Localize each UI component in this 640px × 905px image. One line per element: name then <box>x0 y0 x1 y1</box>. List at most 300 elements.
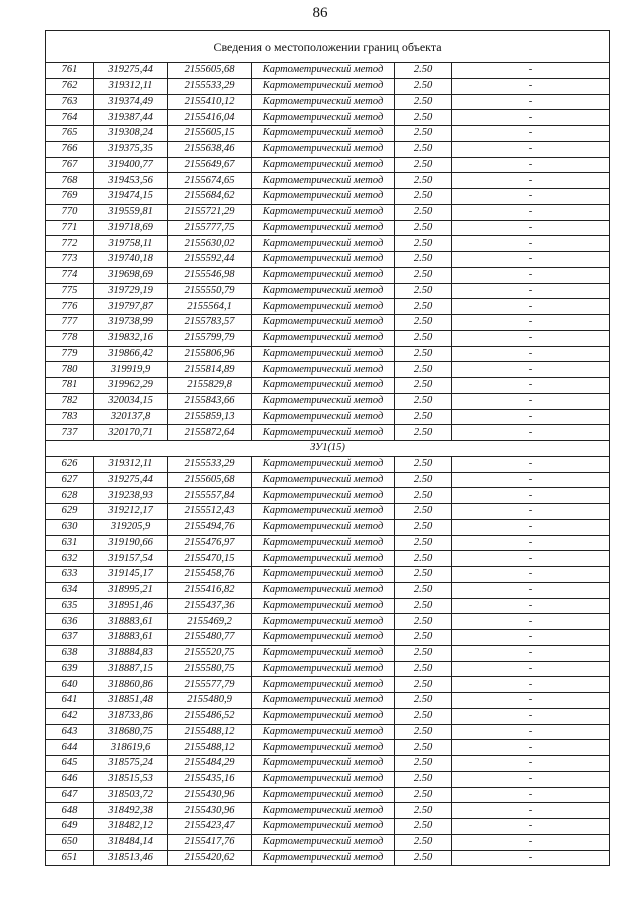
x-coordinate-cell: 319312,11 <box>94 456 168 472</box>
y-coordinate-cell: 2155806,96 <box>168 346 252 362</box>
y-coordinate-cell: 2155458,76 <box>168 567 252 583</box>
method-cell: Картометрический метод <box>252 598 395 614</box>
method-cell: Картометрический метод <box>252 409 395 425</box>
x-coordinate-cell: 319157,54 <box>94 551 168 567</box>
x-coordinate-cell: 318851,48 <box>94 693 168 709</box>
method-cell: Картометрический метод <box>252 472 395 488</box>
description-cell: - <box>452 582 610 598</box>
table-row <box>46 598 610 614</box>
accuracy-cell: 2.50 <box>395 393 452 409</box>
method-cell: Картометрический метод <box>252 189 395 205</box>
y-coordinate-cell: 2155480,77 <box>168 630 252 646</box>
y-coordinate-cell: 2155814,89 <box>168 362 252 378</box>
x-coordinate-cell: 319738,99 <box>94 315 168 331</box>
y-coordinate-cell: 2155605,68 <box>168 63 252 79</box>
point-number-cell: 783 <box>46 409 94 425</box>
accuracy-cell: 2.50 <box>395 614 452 630</box>
x-coordinate-cell: 319190,66 <box>94 535 168 551</box>
boundary-table <box>45 30 610 866</box>
table-row <box>46 126 610 142</box>
point-number-cell: 637 <box>46 630 94 646</box>
point-number-cell: 770 <box>46 204 94 220</box>
description-cell: - <box>452 78 610 94</box>
x-coordinate-cell: 318492,38 <box>94 803 168 819</box>
point-number-cell: 779 <box>46 346 94 362</box>
y-coordinate-cell: 2155630,02 <box>168 236 252 252</box>
method-cell: Картометрический метод <box>252 283 395 299</box>
method-cell: Картометрический метод <box>252 756 395 772</box>
accuracy-cell: 2.50 <box>395 535 452 551</box>
method-cell: Картометрический метод <box>252 803 395 819</box>
method-cell: Картометрический метод <box>252 819 395 835</box>
point-number-cell: 643 <box>46 724 94 740</box>
x-coordinate-cell: 318860,86 <box>94 677 168 693</box>
accuracy-cell: 2.50 <box>395 850 452 866</box>
description-cell: - <box>452 472 610 488</box>
accuracy-cell: 2.50 <box>395 803 452 819</box>
description-cell: - <box>452 346 610 362</box>
point-number-cell: 634 <box>46 582 94 598</box>
accuracy-cell: 2.50 <box>395 267 452 283</box>
method-cell: Картометрический метод <box>252 645 395 661</box>
x-coordinate-cell: 319238,93 <box>94 488 168 504</box>
description-cell: - <box>452 267 610 283</box>
description-cell: - <box>452 504 610 520</box>
description-cell: - <box>452 362 610 378</box>
method-cell: Картометрический метод <box>252 708 395 724</box>
x-coordinate-cell: 318883,61 <box>94 614 168 630</box>
method-cell: Картометрический метод <box>252 299 395 315</box>
x-coordinate-cell: 319145,17 <box>94 567 168 583</box>
accuracy-cell: 2.50 <box>395 488 452 504</box>
x-coordinate-cell: 319453,56 <box>94 173 168 189</box>
table-row <box>46 141 610 157</box>
y-coordinate-cell: 2155470,15 <box>168 551 252 567</box>
table-row <box>46 393 610 409</box>
point-number-cell: 768 <box>46 173 94 189</box>
y-coordinate-cell: 2155872,64 <box>168 425 252 441</box>
y-coordinate-cell: 2155417,76 <box>168 834 252 850</box>
point-number-cell: 640 <box>46 677 94 693</box>
description-cell: - <box>452 189 610 205</box>
description-cell: - <box>452 771 610 787</box>
description-cell: - <box>452 425 610 441</box>
accuracy-cell: 2.50 <box>395 630 452 646</box>
point-number-cell: 628 <box>46 488 94 504</box>
accuracy-cell: 2.50 <box>395 677 452 693</box>
table-row <box>46 220 610 236</box>
point-number-cell: 774 <box>46 267 94 283</box>
point-number-cell: 778 <box>46 330 94 346</box>
method-cell: Картометрический метод <box>252 614 395 630</box>
description-cell: - <box>452 63 610 79</box>
accuracy-cell: 2.50 <box>395 283 452 299</box>
table-row <box>46 78 610 94</box>
accuracy-cell: 2.50 <box>395 204 452 220</box>
accuracy-cell: 2.50 <box>395 173 452 189</box>
point-number-cell: 772 <box>46 236 94 252</box>
method-cell: Картометрический метод <box>252 535 395 551</box>
method-cell: Картометрический метод <box>252 693 395 709</box>
accuracy-cell: 2.50 <box>395 567 452 583</box>
x-coordinate-cell: 319866,42 <box>94 346 168 362</box>
y-coordinate-cell: 2155638,46 <box>168 141 252 157</box>
description-cell: - <box>452 677 610 693</box>
x-coordinate-cell: 319312,11 <box>94 78 168 94</box>
y-coordinate-cell: 2155859,13 <box>168 409 252 425</box>
description-cell: - <box>452 110 610 126</box>
point-number-cell: 635 <box>46 598 94 614</box>
y-coordinate-cell: 2155484,29 <box>168 756 252 772</box>
x-coordinate-cell: 318995,21 <box>94 582 168 598</box>
table-row <box>46 677 610 693</box>
y-coordinate-cell: 2155488,12 <box>168 740 252 756</box>
table-row <box>46 204 610 220</box>
accuracy-cell: 2.50 <box>395 94 452 110</box>
description-cell: - <box>452 315 610 331</box>
table-row <box>46 834 610 850</box>
table-row <box>46 819 610 835</box>
y-coordinate-cell: 2155829,8 <box>168 378 252 394</box>
point-number-cell: 636 <box>46 614 94 630</box>
x-coordinate-cell: 319205,9 <box>94 519 168 535</box>
x-coordinate-cell: 318733,86 <box>94 708 168 724</box>
method-cell: Картометрический метод <box>252 567 395 583</box>
y-coordinate-cell: 2155592,44 <box>168 252 252 268</box>
x-coordinate-cell: 318887,15 <box>94 661 168 677</box>
accuracy-cell: 2.50 <box>395 78 452 94</box>
point-number-cell: 648 <box>46 803 94 819</box>
table-row <box>46 708 610 724</box>
accuracy-cell: 2.50 <box>395 236 452 252</box>
method-cell: Картометрический метод <box>252 346 395 362</box>
accuracy-cell: 2.50 <box>395 425 452 441</box>
point-number-cell: 776 <box>46 299 94 315</box>
description-cell: - <box>452 661 610 677</box>
description-cell: - <box>452 252 610 268</box>
accuracy-cell: 2.50 <box>395 787 452 803</box>
method-cell: Картометрический метод <box>252 551 395 567</box>
table-row <box>46 661 610 677</box>
method-cell: Картометрический метод <box>252 740 395 756</box>
point-number-cell: 769 <box>46 189 94 205</box>
x-coordinate-cell: 319698,69 <box>94 267 168 283</box>
method-cell: Картометрический метод <box>252 519 395 535</box>
accuracy-cell: 2.50 <box>395 472 452 488</box>
accuracy-cell: 2.50 <box>395 315 452 331</box>
x-coordinate-cell: 319729,19 <box>94 283 168 299</box>
point-number-cell: 765 <box>46 126 94 142</box>
y-coordinate-cell: 2155533,29 <box>168 78 252 94</box>
accuracy-cell: 2.50 <box>395 645 452 661</box>
table-row <box>46 535 610 551</box>
point-number-cell: 627 <box>46 472 94 488</box>
x-coordinate-cell: 319375,35 <box>94 141 168 157</box>
table-row <box>46 724 610 740</box>
table-row <box>46 425 610 441</box>
table-row <box>46 456 610 472</box>
point-number-cell: 630 <box>46 519 94 535</box>
y-coordinate-cell: 2155580,75 <box>168 661 252 677</box>
x-coordinate-cell: 319275,44 <box>94 472 168 488</box>
accuracy-cell: 2.50 <box>395 834 452 850</box>
point-number-cell: 780 <box>46 362 94 378</box>
description-cell: - <box>452 283 610 299</box>
table-row <box>46 346 610 362</box>
x-coordinate-cell: 319758,11 <box>94 236 168 252</box>
y-coordinate-cell: 2155437,36 <box>168 598 252 614</box>
method-cell: Картометрический метод <box>252 362 395 378</box>
point-number-cell: 737 <box>46 425 94 441</box>
x-coordinate-cell: 320170,71 <box>94 425 168 441</box>
accuracy-cell: 2.50 <box>395 63 452 79</box>
point-number-cell: 771 <box>46 220 94 236</box>
method-cell: Картометрический метод <box>252 661 395 677</box>
method-cell: Картометрический метод <box>252 850 395 866</box>
point-number-cell: 647 <box>46 787 94 803</box>
table-row <box>46 173 610 189</box>
accuracy-cell: 2.50 <box>395 598 452 614</box>
method-cell: Картометрический метод <box>252 236 395 252</box>
table-row <box>46 850 610 866</box>
y-coordinate-cell: 2155649,67 <box>168 157 252 173</box>
x-coordinate-cell: 319212,17 <box>94 504 168 520</box>
y-coordinate-cell: 2155416,04 <box>168 110 252 126</box>
method-cell: Картометрический метод <box>252 204 395 220</box>
table-row <box>46 787 610 803</box>
method-cell: Картометрический метод <box>252 220 395 236</box>
accuracy-cell: 2.50 <box>395 724 452 740</box>
description-cell: - <box>452 409 610 425</box>
accuracy-cell: 2.50 <box>395 189 452 205</box>
table-row <box>46 315 610 331</box>
y-coordinate-cell: 2155494,76 <box>168 519 252 535</box>
point-number-cell: 767 <box>46 157 94 173</box>
accuracy-cell: 2.50 <box>395 551 452 567</box>
y-coordinate-cell: 2155488,12 <box>168 724 252 740</box>
table-title: Сведения о местоположении границ объекта <box>46 31 610 63</box>
table-row <box>46 110 610 126</box>
x-coordinate-cell: 318680,75 <box>94 724 168 740</box>
point-number-cell: 638 <box>46 645 94 661</box>
y-coordinate-cell: 2155486,52 <box>168 708 252 724</box>
table-row <box>46 488 610 504</box>
accuracy-cell: 2.50 <box>395 157 452 173</box>
description-cell: - <box>452 299 610 315</box>
table-row <box>46 189 610 205</box>
description-cell: - <box>452 519 610 535</box>
description-cell: - <box>452 708 610 724</box>
table-row <box>46 614 610 630</box>
y-coordinate-cell: 2155721,29 <box>168 204 252 220</box>
y-coordinate-cell: 2155546,98 <box>168 267 252 283</box>
accuracy-cell: 2.50 <box>395 771 452 787</box>
description-cell: - <box>452 535 610 551</box>
method-cell: Картометрический метод <box>252 94 395 110</box>
accuracy-cell: 2.50 <box>395 756 452 772</box>
y-coordinate-cell: 2155684,62 <box>168 189 252 205</box>
description-cell: - <box>452 598 610 614</box>
table-row <box>46 362 610 378</box>
description-cell: - <box>452 157 610 173</box>
x-coordinate-cell: 319718,69 <box>94 220 168 236</box>
method-cell: Картометрический метод <box>252 267 395 283</box>
section-label: ЗУ1(15) <box>46 441 610 457</box>
method-cell: Картометрический метод <box>252 330 395 346</box>
table-row <box>46 630 610 646</box>
accuracy-cell: 2.50 <box>395 519 452 535</box>
x-coordinate-cell: 319740,18 <box>94 252 168 268</box>
point-number-cell: 632 <box>46 551 94 567</box>
y-coordinate-cell: 2155430,96 <box>168 787 252 803</box>
description-cell: - <box>452 220 610 236</box>
description-cell: - <box>452 819 610 835</box>
table-row <box>46 472 610 488</box>
description-cell: - <box>452 724 610 740</box>
x-coordinate-cell: 318513,46 <box>94 850 168 866</box>
description-cell: - <box>452 614 610 630</box>
accuracy-cell: 2.50 <box>395 693 452 709</box>
point-number-cell: 646 <box>46 771 94 787</box>
description-cell: - <box>452 173 610 189</box>
point-number-cell: 777 <box>46 315 94 331</box>
x-coordinate-cell: 318619,6 <box>94 740 168 756</box>
description-cell: - <box>452 850 610 866</box>
table-row <box>46 267 610 283</box>
description-cell: - <box>452 834 610 850</box>
table-row <box>46 94 610 110</box>
y-coordinate-cell: 2155476,97 <box>168 535 252 551</box>
description-cell: - <box>452 236 610 252</box>
description-cell: - <box>452 330 610 346</box>
x-coordinate-cell: 319275,44 <box>94 63 168 79</box>
accuracy-cell: 2.50 <box>395 126 452 142</box>
accuracy-cell: 2.50 <box>395 661 452 677</box>
point-number-cell: 650 <box>46 834 94 850</box>
method-cell: Картометрический метод <box>252 488 395 504</box>
point-number-cell: 651 <box>46 850 94 866</box>
method-cell: Картометрический метод <box>252 78 395 94</box>
page-number: 86 <box>312 5 328 21</box>
method-cell: Картометрический метод <box>252 504 395 520</box>
y-coordinate-cell: 2155777,75 <box>168 220 252 236</box>
method-cell: Картометрический метод <box>252 456 395 472</box>
y-coordinate-cell: 2155674,65 <box>168 173 252 189</box>
point-number-cell: 629 <box>46 504 94 520</box>
y-coordinate-cell: 2155423,47 <box>168 819 252 835</box>
x-coordinate-cell: 319919,9 <box>94 362 168 378</box>
table-row <box>46 771 610 787</box>
table-row <box>46 157 610 173</box>
y-coordinate-cell: 2155480,9 <box>168 693 252 709</box>
point-number-cell: 639 <box>46 661 94 677</box>
point-number-cell: 631 <box>46 535 94 551</box>
y-coordinate-cell: 2155799,79 <box>168 330 252 346</box>
y-coordinate-cell: 2155605,68 <box>168 472 252 488</box>
x-coordinate-cell: 320137,8 <box>94 409 168 425</box>
accuracy-cell: 2.50 <box>395 299 452 315</box>
x-coordinate-cell: 319387,44 <box>94 110 168 126</box>
accuracy-cell: 2.50 <box>395 504 452 520</box>
method-cell: Картометрический метод <box>252 425 395 441</box>
method-cell: Картометрический метод <box>252 378 395 394</box>
point-number-cell: 642 <box>46 708 94 724</box>
x-coordinate-cell: 319374,49 <box>94 94 168 110</box>
accuracy-cell: 2.50 <box>395 110 452 126</box>
method-cell: Картометрический метод <box>252 393 395 409</box>
description-cell: - <box>452 94 610 110</box>
table-row <box>46 63 610 79</box>
method-cell: Картометрический метод <box>252 141 395 157</box>
section-header-row <box>46 441 610 457</box>
x-coordinate-cell: 319962,29 <box>94 378 168 394</box>
method-cell: Картометрический метод <box>252 724 395 740</box>
description-cell: - <box>452 378 610 394</box>
point-number-cell: 775 <box>46 283 94 299</box>
table-row <box>46 409 610 425</box>
table-row <box>46 283 610 299</box>
table-row <box>46 504 610 520</box>
y-coordinate-cell: 2155533,29 <box>168 456 252 472</box>
y-coordinate-cell: 2155416,82 <box>168 582 252 598</box>
description-cell: - <box>452 740 610 756</box>
y-coordinate-cell: 2155577,79 <box>168 677 252 693</box>
description-cell: - <box>452 645 610 661</box>
accuracy-cell: 2.50 <box>395 378 452 394</box>
table-row <box>46 252 610 268</box>
y-coordinate-cell: 2155410,12 <box>168 94 252 110</box>
method-cell: Картометрический метод <box>252 787 395 803</box>
table-row <box>46 551 610 567</box>
accuracy-cell: 2.50 <box>395 252 452 268</box>
x-coordinate-cell: 318515,53 <box>94 771 168 787</box>
table-row <box>46 740 610 756</box>
point-number-cell: 761 <box>46 63 94 79</box>
x-coordinate-cell: 320034,15 <box>94 393 168 409</box>
x-coordinate-cell: 318503,72 <box>94 787 168 803</box>
description-cell: - <box>452 756 610 772</box>
method-cell: Картометрический метод <box>252 582 395 598</box>
accuracy-cell: 2.50 <box>395 708 452 724</box>
description-cell: - <box>452 567 610 583</box>
x-coordinate-cell: 319474,15 <box>94 189 168 205</box>
description-cell: - <box>452 204 610 220</box>
table-row <box>46 236 610 252</box>
x-coordinate-cell: 318484,14 <box>94 834 168 850</box>
method-cell: Картометрический метод <box>252 173 395 189</box>
method-cell: Картометрический метод <box>252 630 395 646</box>
point-number-cell: 645 <box>46 756 94 772</box>
point-number-cell: 764 <box>46 110 94 126</box>
x-coordinate-cell: 318482,12 <box>94 819 168 835</box>
method-cell: Картометрический метод <box>252 126 395 142</box>
point-number-cell: 762 <box>46 78 94 94</box>
method-cell: Картометрический метод <box>252 315 395 331</box>
description-cell: - <box>452 141 610 157</box>
method-cell: Картометрический метод <box>252 252 395 268</box>
y-coordinate-cell: 2155469,2 <box>168 614 252 630</box>
y-coordinate-cell: 2155843,66 <box>168 393 252 409</box>
accuracy-cell: 2.50 <box>395 409 452 425</box>
description-cell: - <box>452 126 610 142</box>
point-number-cell: 649 <box>46 819 94 835</box>
y-coordinate-cell: 2155512,43 <box>168 504 252 520</box>
description-cell: - <box>452 787 610 803</box>
method-cell: Картометрический метод <box>252 110 395 126</box>
table-row <box>46 330 610 346</box>
point-number-cell: 763 <box>46 94 94 110</box>
table-row <box>46 299 610 315</box>
